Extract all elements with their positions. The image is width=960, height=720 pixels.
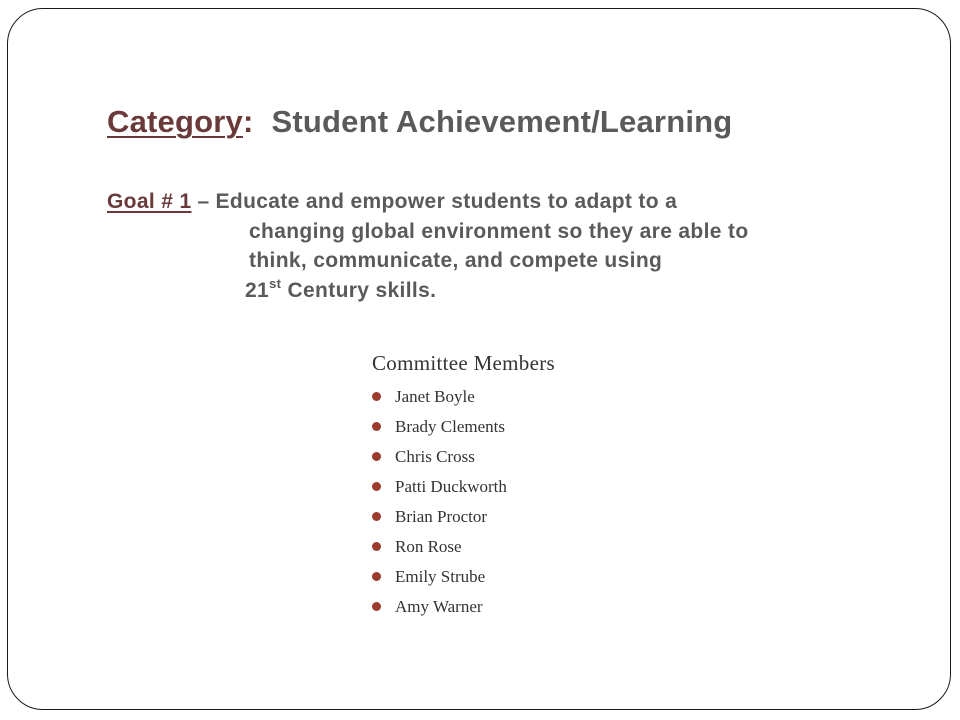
goal-text-line-2: changing global environment so they are able to — [249, 219, 749, 243]
bullet-icon — [372, 512, 381, 521]
list-item — [372, 592, 555, 622]
committee-section — [372, 351, 555, 622]
member-name: Brady Clements — [395, 417, 506, 436]
category-heading — [107, 104, 732, 140]
goal-line-1 — [107, 187, 907, 217]
category-label: Category — [107, 104, 243, 139]
member-name: Brian Proctor — [395, 507, 488, 526]
bullet-icon — [372, 542, 381, 551]
category-title: Student Achievement/Learning — [271, 104, 733, 139]
member-name: Ron Rose — [395, 537, 462, 556]
goal-text-line-1: Educate and empower students to adapt to a — [215, 190, 678, 213]
member-name: Amy Warner — [395, 597, 483, 616]
bullet-icon — [372, 482, 381, 491]
goal-label: Goal # 1 — [107, 190, 192, 213]
bullet-icon — [372, 602, 381, 611]
goal-text-line-4: Century skills. — [281, 278, 437, 302]
category-colon: : — [242, 104, 254, 139]
member-name: Emily Strube — [395, 567, 486, 586]
list-item — [372, 502, 555, 532]
committee-member-list — [372, 382, 555, 622]
list-item — [372, 382, 555, 412]
committee-heading: Committee Members — [372, 351, 555, 375]
member-name: Chris Cross — [395, 447, 475, 466]
bullet-icon — [372, 422, 381, 431]
member-name: Janet Boyle — [395, 387, 475, 406]
bullet-icon — [372, 572, 381, 581]
goal-statement — [107, 187, 907, 305]
member-name: Patti Duckworth — [395, 477, 507, 496]
list-item — [372, 442, 555, 472]
goal-dash: – — [197, 190, 210, 213]
bullet-icon — [372, 452, 381, 461]
goal-line-4 — [107, 276, 907, 306]
goal-text-line-3: think, communicate, and compete using — [249, 249, 663, 272]
list-item — [372, 562, 555, 592]
goal-century-suffix: st — [269, 275, 282, 291]
list-item — [372, 472, 555, 502]
list-item — [372, 532, 555, 562]
list-item — [372, 412, 555, 442]
goal-century-number: 21 — [245, 278, 270, 302]
bullet-icon — [372, 392, 381, 401]
